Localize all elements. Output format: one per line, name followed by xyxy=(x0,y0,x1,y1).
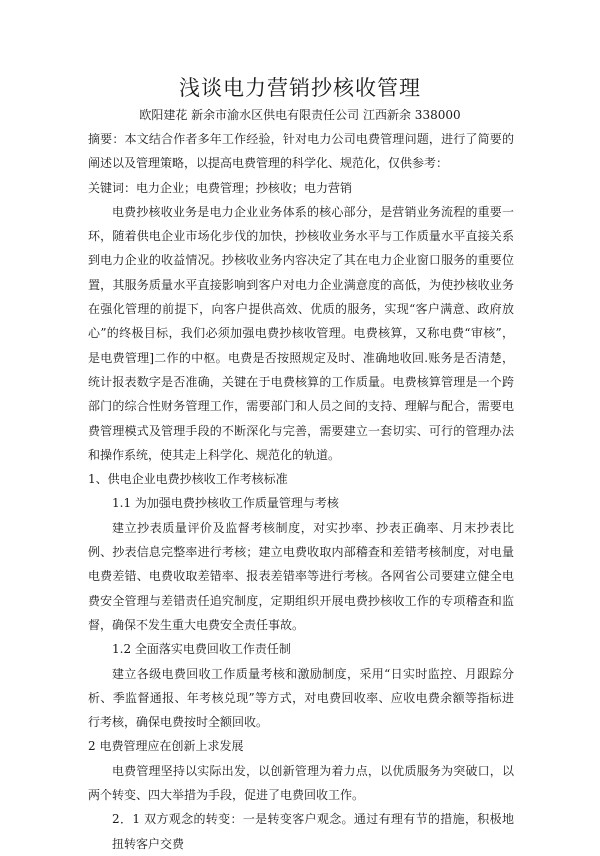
paragraph-1-2: 建立各级电费回收工作质量考核和激励制度，采用“日实时监控、月跟踪分析、季监督通报、年考核兑现”等方式，对电费回收率、应收电费余额等指标进行考核，确保电费按时全额回收。 xyxy=(88,666,514,730)
intro-paragraph: 电费抄核收业务是电力企业业务体系的核心部分，是营销业务流程的重要一环，随着供电企业市场化步伐的加快，抄核收业务水平与工作质量水平直接关系到电力企业的收益情况。抄核收业务内容决定了其在电力企业窗口服务的重要位置，其服务质量水平直接影响到客户对电力企业满意度的高低，为使抄核收业务在强化管理的前提下，向客户提供高效、优质的服务，实现“客户满意、政府放心”的终极目标，我们必须加强电费抄核收管理。电费核算，又称电费“审核”，是电费管理]二作的中枢。电费是否按照规定及时、准确地收回.账务是否清楚，统计报表数字是否准确，关键在于电费核算的工作质量。电费核算管理是一个跨部门的综合性财务管理工作，需要部门和人员之间的支持、理解与配合，需要电费管理模式及管理手段的不断深化与完善，需要建立一套切实、可行的管理办法和操作系统，使其走上科学化、规范化的轨道。 xyxy=(88,204,514,462)
author-line: 欧阳建花 新余市渝水区供电有限责任公司 江西新余 338000 xyxy=(139,108,461,122)
subsection-2-1-line: 2．1 双方观念的转变：一是转变客户观念。通过有理有节的措施，积极地扭转客户交费 xyxy=(112,812,514,851)
document-title: 浅谈电力营销抄核收管理 xyxy=(179,76,421,100)
document-body xyxy=(88,127,514,856)
section-heading-2: 2 电费管理应在创新上求发展 xyxy=(88,739,244,754)
paragraph-1-1: 建立抄表质量评价及监督考核制度，对实抄率、抄表正确率、月末抄表比例、抄表信息完整率进行考核；建立电费收取内部稽查和差错考核制度，对电量电费差错、电费收取差错率、报表差错率等进行考核。各网省公司要建立健全电费安全管理与差错责任追究制度，定期组织开展电费抄核收工作的专项稽查和监督，确保不发生重大电费安全责任事故。 xyxy=(88,520,514,632)
keywords: 关键词：电力企业；电费管理；抄核收；电力营销 xyxy=(88,180,353,195)
paragraph-2: 电费管理坚持以实际出发，以创新管理为着力点，以优质服务为突破口，以两个转变、四大举措为手段，促进了电费回收工作。 xyxy=(88,763,514,803)
subsection-heading-1-1: 1.1 为加强电费抄核收工作质量管理与考核 xyxy=(112,496,339,511)
abstract: 摘要：本文结合作者多年工作经验，针对电力公司电费管理问题，进行了简要的阐述以及管理策略，以提高电费管理的科学化、规范化，仅供参考： xyxy=(88,132,514,171)
section-heading-1: 1、供电企业电费抄核收工作考核标准 xyxy=(88,472,288,487)
subsection-heading-1-2: 1.2 全面落实电费回收工作责任制 xyxy=(112,642,291,657)
